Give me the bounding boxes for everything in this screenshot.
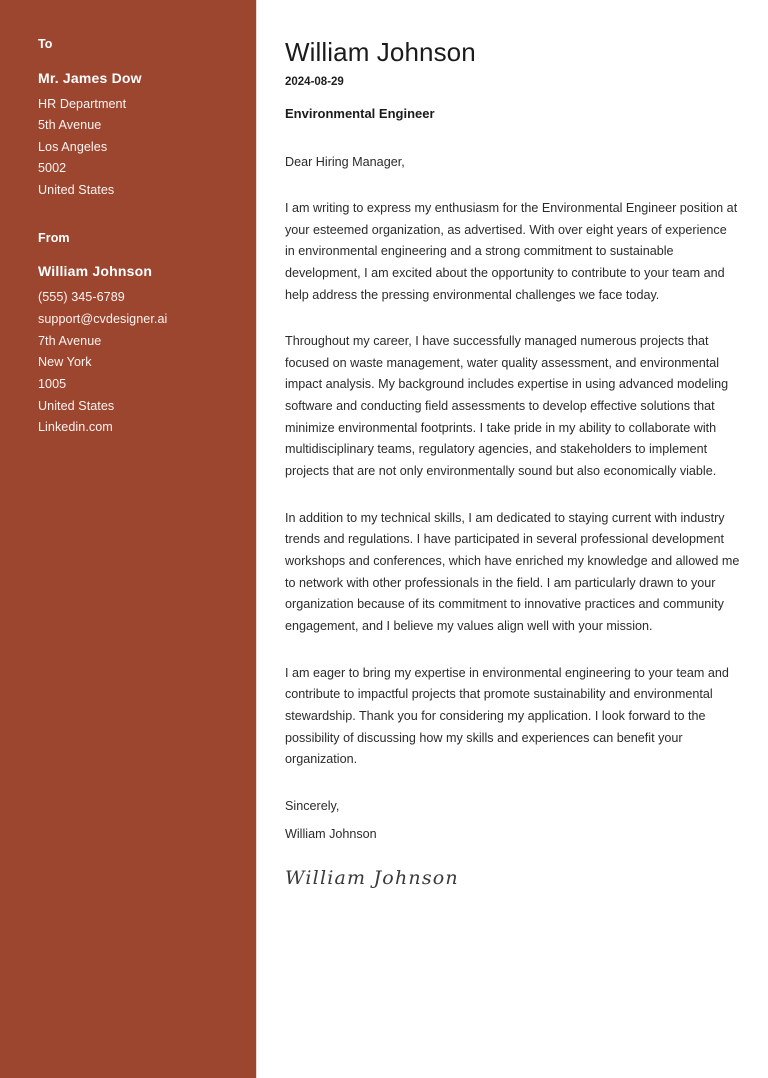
to-heading: To [38, 37, 53, 51]
sender-block [38, 232, 234, 439]
contact-sidebar [0, 0, 257, 1078]
recipient-line: United States [38, 183, 115, 198]
recipient-line: 5th Avenue [38, 118, 102, 133]
sender-name: William Johnson [38, 263, 153, 280]
recipient-line: 5002 [38, 161, 67, 176]
from-heading: From [38, 230, 70, 245]
letter-job-title: Environmental Engineer [285, 105, 435, 121]
sidebar-spacer [38, 210, 234, 232]
recipient-name: Mr. James Dow [38, 69, 142, 86]
letter-paragraph: Throughout my career, I have successfully managed numerous projects that focused on waste management, water quality assessment, and environmental impact analysis. My background includes expertise in using advanced modeling software and conducting field assessments to develop effective solutions that minimize environmental footprints. I take pride in my ability to collaborate with multidisciplinary teams, regulatory agencies, and stakeholders to implement projects that are not only environmentally sound but also economically viable. [285, 334, 729, 479]
letter-paragraph: I am eager to bring my expertise in environmental engineering to your team and contribute to impactful projects that promote sustainability and environmental stewardship. Thank you for considering my application. I look forward to the possibility of discussing how my skills and experiences can benefit your organization. [285, 665, 729, 767]
sender-line: 7th Avenue [38, 333, 102, 348]
letter-paragraph: I am writing to express my enthusiasm for the Environmental Engineer position at your esteemed organization, as advertised. With over eight years of experience in environmental engineering and a strong commitment to sustainable development, I am excited about the opportunity to contribute to your team and help address the pressing environmental challenges we face today. [285, 200, 738, 302]
signature-script: William Johnson [285, 867, 459, 890]
letter-author-name: William Johnson [285, 37, 476, 67]
sender-line: United States [38, 398, 115, 413]
sender-phone: (555) 345-6789 [38, 290, 125, 305]
letter-body [257, 0, 768, 1078]
letter-closing: Sincerely, [285, 798, 340, 813]
recipient-block [38, 38, 234, 202]
sender-line: New York [38, 355, 92, 370]
sender-linkedin: Linkedin.com [38, 420, 113, 435]
recipient-line: Los Angeles [38, 139, 108, 154]
recipient-line: HR Department [38, 96, 127, 111]
letter-date: 2024-08-29 [285, 76, 344, 89]
letter-paragraph: In addition to my technical skills, I am dedicated to staying current with industry trends and regulations. I have participated in several professional development workshops and conferences, which have enriched my knowledge and allowed me to network with other professionals in the field. I am particularly drawn to your organization because of its commitment to innovative practices and community engagement, and I believe my values align well with your mission. [285, 510, 740, 634]
sender-email: support@cvdesigner.ai [38, 311, 168, 326]
letter-salutation: Dear Hiring Manager, [285, 154, 405, 169]
letter-closing-name: William Johnson [285, 826, 377, 841]
sender-line: 1005 [38, 376, 67, 391]
